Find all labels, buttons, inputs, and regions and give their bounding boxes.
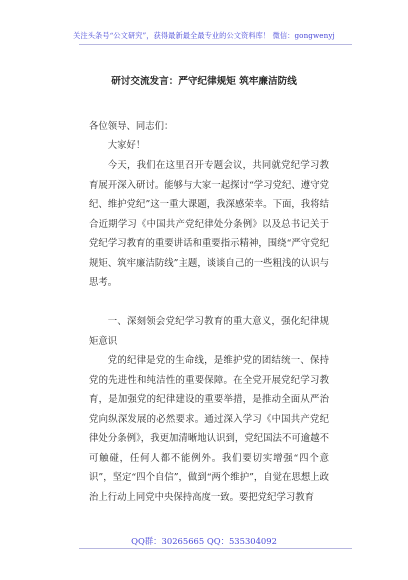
footer-divider — [79, 548, 352, 549]
document-title: 研讨交流发言：严守纪律规矩 筑牢廉洁防线 — [111, 76, 297, 87]
header-promo-text: 关注头条号“公文研究”，获得最新最全最专业的公文资料库！ 微信：gongwenyj — [73, 31, 335, 40]
salutation: 各位领导、同志们： — [89, 121, 174, 132]
paragraph-intro: 今天，我们在这里召开专题会议，共同就党纪学习教育展开深入研讨。能够与大家一起探讨“学习党纪、遵守党纪、维护党纪”这一重大课题，我深感荣幸。下面，我将结合近期学习《中国共产党纪律处分条例》以及总书记关于党纪学习教育的重要讲话和重要指示精神，围绕“严守党纪规矩、筑牢廉洁防线”主题，谈谈自己的一些粗浅的认识与思考。 — [89, 160, 329, 288]
footer-contact-text: QQ群：30265665 QQ：535304092 — [131, 536, 277, 546]
header-divider — [79, 44, 352, 45]
greeting: 大家好！ — [107, 140, 146, 151]
section-heading-1: 一、深刻领会党纪学习教育的重大意义，强化纪律规矩意识 — [89, 316, 329, 347]
paragraph-body: 党的纪律是党的生命线，是维护党的团结统一、保持党的先进性和纯洁性的重要保障。在全党开展党纪学习教育，是加强党的纪律建设的重要举措，是推动全面从严治党向纵深发展的必然要求。通过深入学习《中国共产党纪律处分条例》，我更加清晰地认识到，党纪国法不可逾越不可触碰，任何人都不能例外。我们要切实增强“四个意识”，坚定“四个自信”，做到“两个维护”，自觉在思想上政治上行动上同党中央保持高度一致。要把党纪学习教育 — [89, 355, 329, 503]
